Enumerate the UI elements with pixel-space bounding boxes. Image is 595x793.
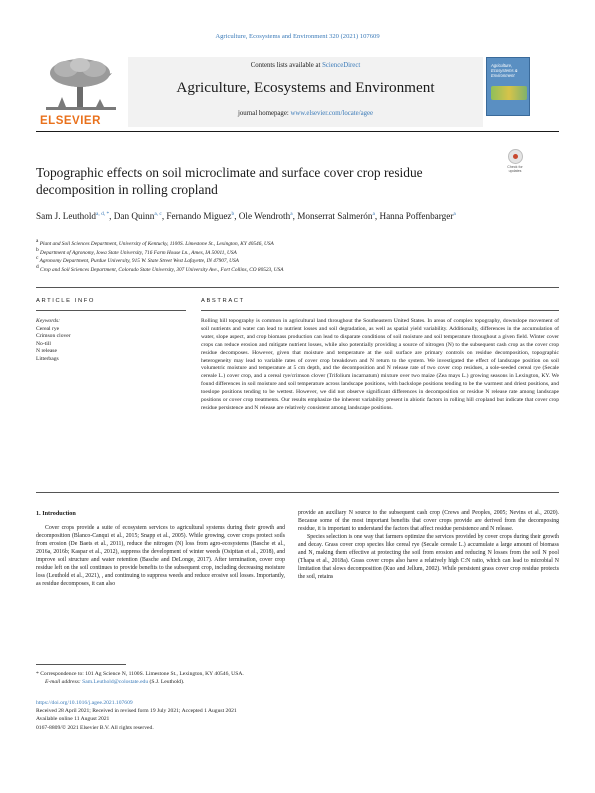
journal-title: Agriculture, Ecosystems and Environment (176, 79, 435, 96)
homepage-line (128, 110, 483, 117)
article-info-heading: ARTICLE INFO (36, 298, 96, 304)
author-name[interactable]: Sam J. Leuthold (36, 211, 96, 221)
check-updates-icon (508, 149, 523, 164)
body-paragraph: Species selection is one way that farmers optimize the services provided by cover crops during their growth and decay. Grass cover crop species like cereal rye (Secale cereale L.) accumulate a large amount of biomass and N, making them effective at protecting the soil from erosion and reducing N losses from the soil N pool (Thapa et al., 2018a). Grass cover crops also have a relatively high C:N ratio, which can lead to microbial N limitation that slows decomposition (Kuo and Jellum, 2002). While persistent grass cover crop residue protects the soil, retains (298, 533, 559, 580)
correspondence-address: * Correspondence to: 101 Ag Science N, 1100S. Limestone St., Lexington, KY 40546, USA. (36, 671, 244, 677)
cover-image (491, 86, 527, 100)
available-online: Available online 11 August 2021 (36, 716, 110, 723)
correspondence-footnote (36, 670, 559, 687)
keywords-block (36, 318, 186, 364)
introduction-heading: 1. Introduction (36, 510, 76, 517)
author-name[interactable]: Dan Quinn (113, 211, 155, 221)
keyword: Litterbags (36, 355, 59, 362)
author-affiliation-marker[interactable]: a (453, 210, 456, 217)
keyword: N release (36, 348, 57, 355)
keyword: No-till (36, 340, 51, 347)
paper-title: Topographic effects on soil microclimate and surface cover crop residue decomposition in rolling cropland (36, 165, 423, 197)
check-updates-label: Check for updates (507, 165, 523, 174)
author-name[interactable]: Monserrat Salmerón (297, 211, 373, 221)
contents-prefix: Contents lists available at (250, 62, 323, 69)
author-affiliation-marker[interactable]: a, d, * (95, 210, 110, 217)
keyword: Crimson clover (36, 333, 71, 340)
affiliation-item: $^d$ Crop and Soil Sciences Department, Colorado State University, 307 University Ave., Fort Collins, CO 80523, USA (36, 264, 284, 273)
homepage-prefix: journal homepage: (237, 110, 291, 117)
doi-link[interactable]: https://doi.org/10.1016/j.agee.2021.107609 (36, 700, 133, 706)
header-divider (36, 131, 559, 132)
keywords-label: Keywords: (36, 318, 61, 324)
body-paragraph: provide an auxiliary N source to the subsequent cash crop (Crews and Peoples, 2005; Nevins et al., 2020). Because some of the most important benefits that cover crops provide are derived from the decomposing residue, it is important to understand the factors that affect residue persistence and N release. (298, 510, 559, 532)
affiliation-item: $^c$ Agronomy Department, Purdue University, 915 W. State Street West Lafayette, IN 47907, USA (36, 255, 239, 265)
author-affiliation-marker[interactable]: a, c (154, 210, 162, 217)
author-name[interactable]: Hanna Poffenbarger (379, 211, 454, 221)
article-metadata (36, 699, 559, 732)
elsevier-logo[interactable] (36, 57, 126, 127)
abstract-heading: ABSTRACT (201, 298, 245, 304)
journal-reference[interactable]: Agriculture, Ecosystems and Environment 320 (2021) 107609 (215, 33, 380, 40)
email-suffix: (S.J. Leuthold). (149, 679, 185, 686)
received-dates: Received 28 April 2021; Received in revised form 19 July 2021; Accepted 1 August 2021 (36, 708, 237, 715)
email-line (36, 678, 559, 686)
keyword: Cereal rye (36, 325, 60, 332)
email-link[interactable]: Sam.Leuthold@colostate.edu (82, 679, 149, 686)
abstract-divider (201, 310, 559, 311)
author-affiliation-marker[interactable]: a (372, 210, 375, 217)
body-paragraph: Cover crops provide a suite of ecosystem services to agricultural systems during their growth and decomposition (Blanco-Canqui et al., 2015; Snapp et al., 2005). While growing, cover crops protect soils from erosion (De Baets et al., 2011), reduce the nitrogen (N) loss from agro-ecosystems (Basche et al., 2016a, 2016b; Kaspar et al., 2012), suppress the development of winter weeds (Osipitan et al., 2018), and improve soil structure and water retention (Basche and DeLonge, 2017). After termination, cover crop residue left on the soil continues to provide benefits to the subsequent crop, including decreasing moisture loss (Leuthold et al., 2021), , and continuing to suppress weeds and reduce erosive soil losses. Importantly, as residue decomposes, it can also (36, 525, 285, 587)
footnote-divider (36, 664, 126, 665)
journal-cover-thumbnail[interactable] (486, 57, 530, 116)
homepage-link[interactable]: www.elsevier.com/locate/agee (290, 110, 374, 117)
affiliation-item: $^b$ Department of Agronomy, Iowa State University, 716 Farm House Ln., Ames, IA 50011, USA (36, 246, 237, 256)
check-for-updates-badge[interactable] (503, 149, 527, 176)
article-info-divider (36, 310, 186, 311)
affiliation-list (36, 240, 559, 274)
abstract-text: Rolling hill topography is common in agricultural land throughout the Southeastern United States. In areas of complex topography, downslope movement of soil nutrients and water can lead to nutrient losses and soil degradation, as well as spatial yield variability. Additionally, differences in the accumulation of water, slope aspect, and crop biomass production can lead to disparate conditions of soil moisture and soil temperature throughout a given field. Winter cover crops can reduce erosion and mitigate nutrient losses, while also potentially providing a source of nitrogen (N) to the subsequent cash crop as the cover crop residue decomposes. However, given that moisture and temperature at the soil surface are primary controls on residue decomposition, topographic heterogeneity may lead to variable rates of cover crop breakdown and N return to the system. We investigated the effect of landscape position on soil volumetric moisture and temperature at 5 cm depth, and the decomposition and N release rate of two cover crop residues, a sole-seeded cereal rye (Secale cereale L.) cover crop, and a cereal rye/crimson clover (Trifolium incarnatum) mixture over two maize (Zea mays L.) growing seasons in Lexington, KY. We found differences in soil moisture and soil temperature across landscape positions, with backslope positions tending to be the warmest and driest positions, and toeslope positions tending to be wettest. However, we did not observe significant differences in decomposition or residue N release rate among landscape positions or cover crop treatments. Our results emphasize the inherent variability present in abiotic factors in rolling hill cropland but indicate that cover crop residue persistence and N release are relatively consistent among landscape positions. (201, 318, 559, 411)
publisher-wordmark: ELSEVIER (40, 115, 101, 127)
contents-line (128, 62, 483, 69)
email-label: E-mail address: (45, 679, 81, 686)
journal-header (128, 57, 483, 127)
copyright-line: 0167-8809/© 2021 Elsevier B.V. All rights reserved. (36, 724, 154, 731)
elsevier-tree-icon (36, 57, 126, 115)
author-name[interactable]: Ole Wendroth (238, 211, 291, 221)
body-column-right (298, 510, 559, 582)
author-name[interactable]: Fernando Miguez (166, 211, 232, 221)
cover-title: Agriculture, Ecosystems & Environment (491, 63, 518, 78)
body-column-left (36, 525, 285, 589)
author-affiliation-marker[interactable]: a (290, 210, 293, 217)
affiliation-item: $^a$ Plant and Soil Sciences Department, University of Kentucky, 1100S. Limestone St., Lexington, KY 40546, USA (36, 238, 274, 247)
author-list: Sam J. Leuthold$^{a, d, *}$, Dan Quinn$^{a, c}$, Fernando Miguez$^b$, Ole Wendroth$^a$, Monserrat Salmerón$^a$, Hanna Poffenbarger$^a$ (36, 210, 456, 221)
sciencedirect-link[interactable]: ScienceDirect (322, 62, 361, 69)
abstract-bottom-divider (36, 492, 559, 493)
author-affiliation-marker[interactable]: b (231, 210, 235, 217)
section-divider (36, 287, 559, 288)
